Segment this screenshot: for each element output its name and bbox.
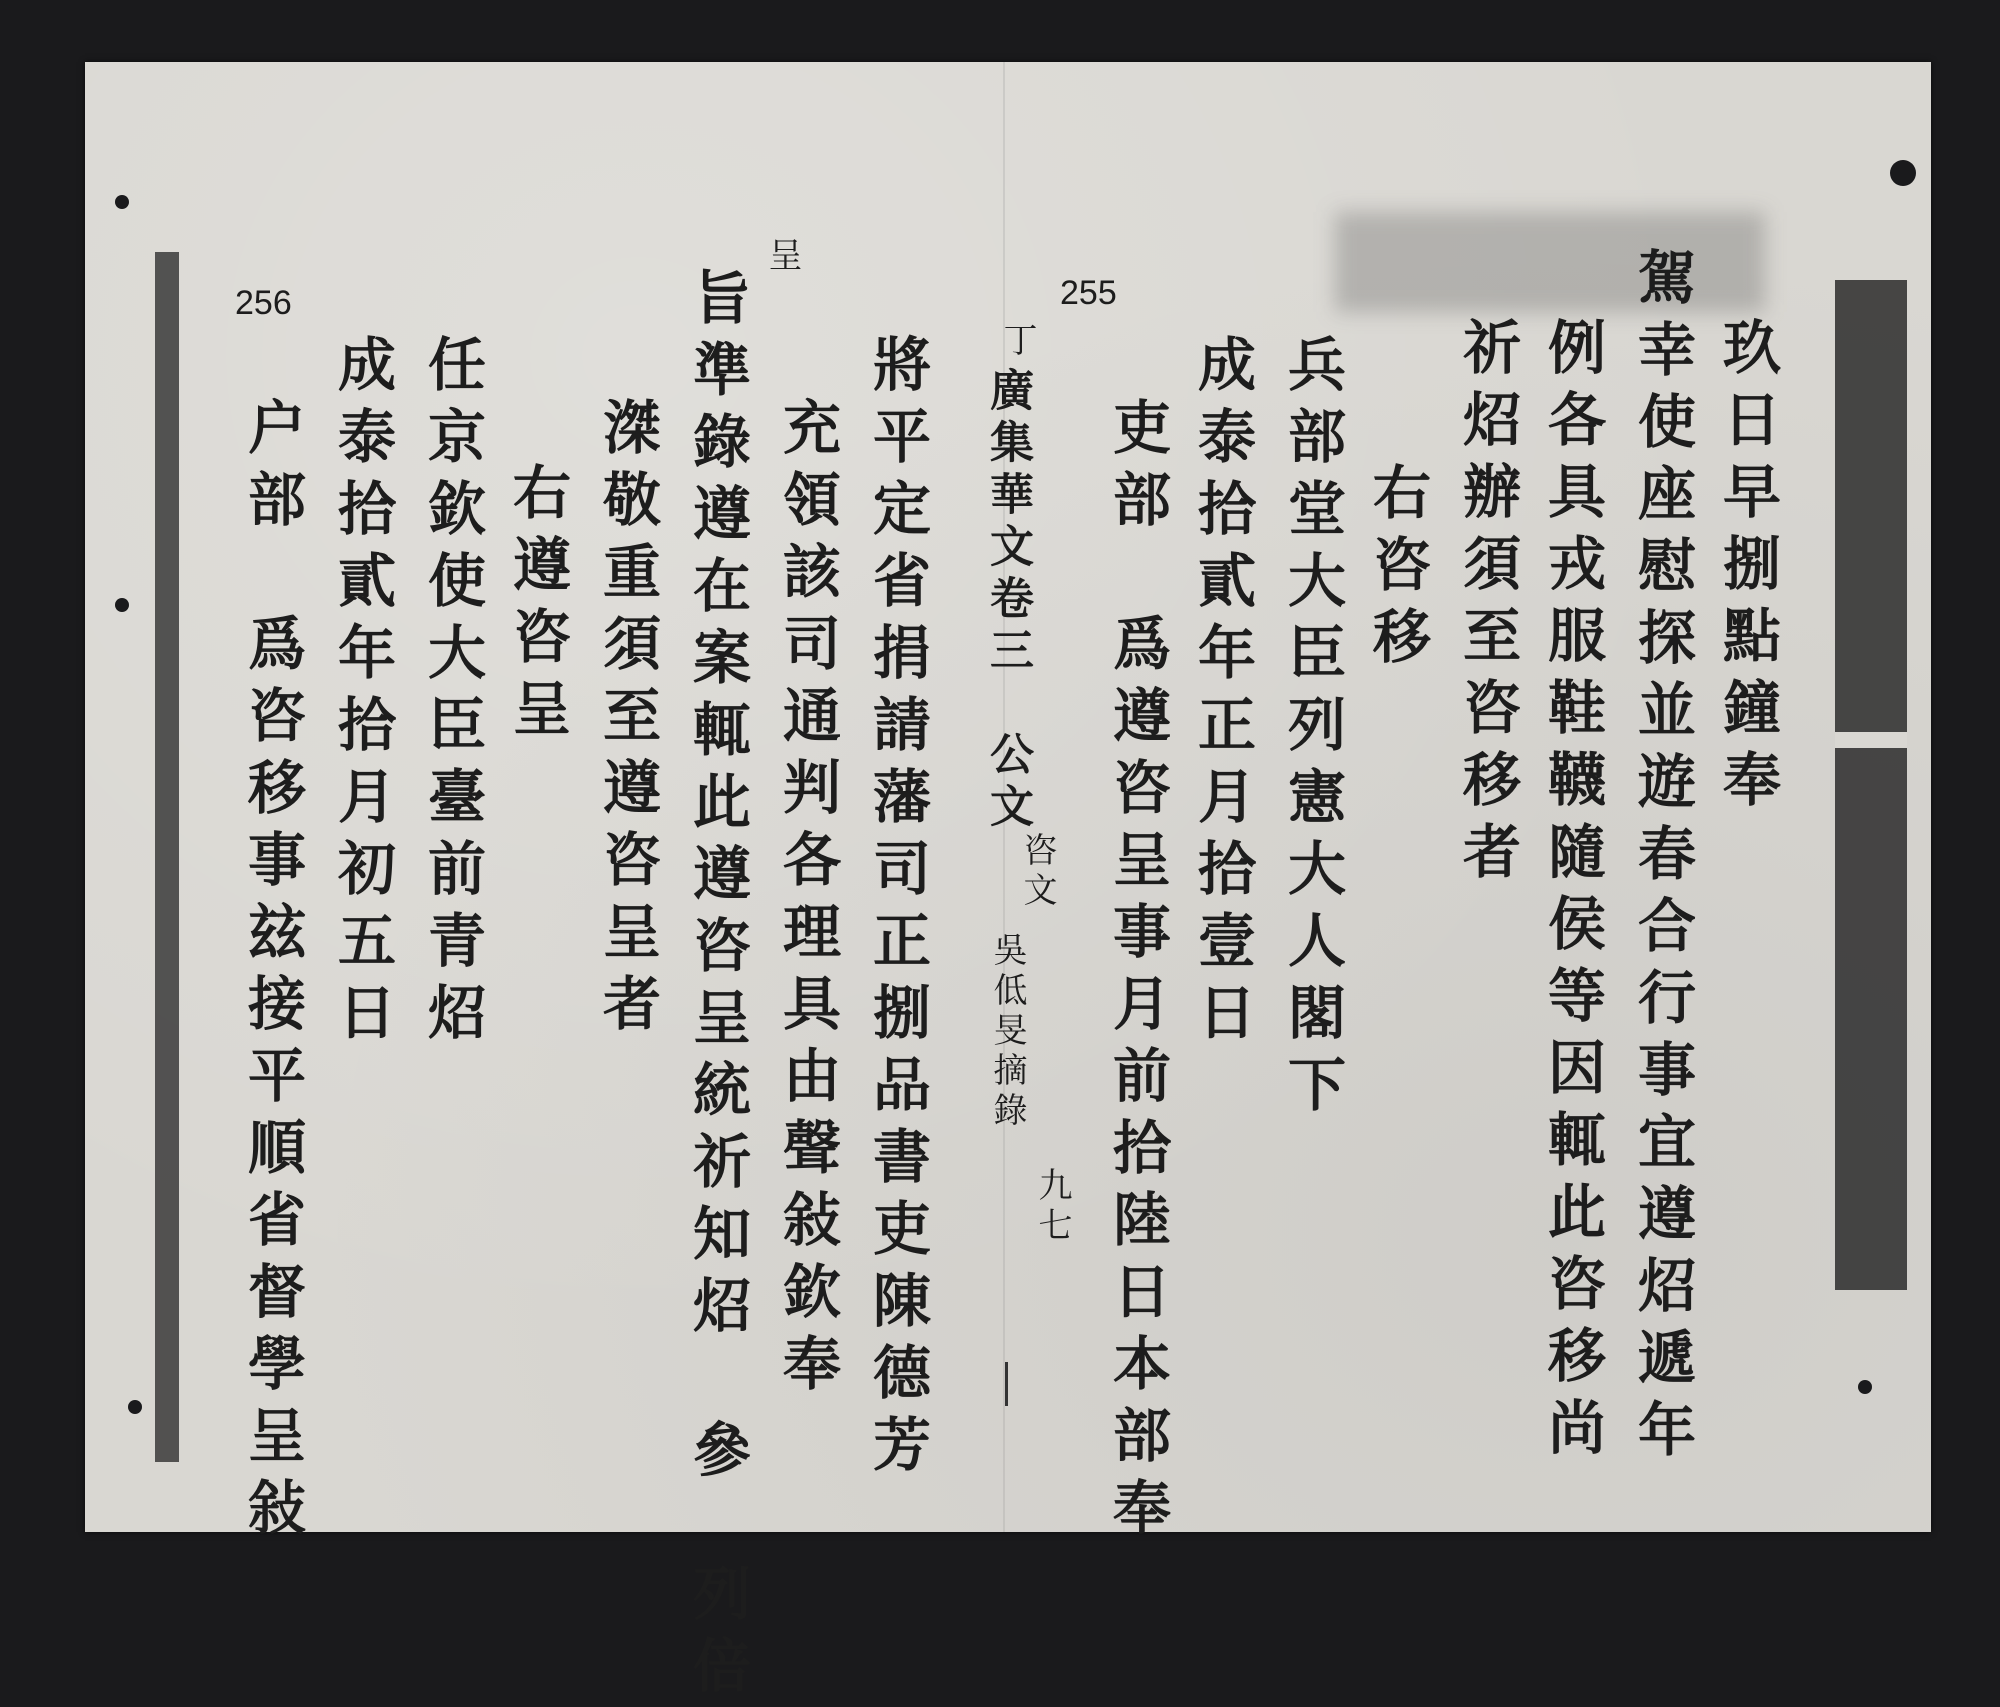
margin-author: 吳低旻摘錄: [987, 932, 1027, 1132]
left-border-rule: [155, 252, 179, 1462]
left-col-4: 滐敬重須至遵咨呈者: [593, 397, 661, 1045]
binding-hole: [115, 598, 129, 612]
right-col-7: 成泰拾貳年正月拾壹日: [1188, 334, 1256, 1054]
left-col-6: 任京欽使大臣臺前青炤: [418, 334, 486, 1054]
document-sheet: [85, 62, 1931, 1707]
binding-hole: [128, 1400, 142, 1414]
margin-subtitle: 咨文: [1017, 832, 1057, 912]
right-border-rule: [1835, 280, 1907, 1290]
right-col-8: 吏部 爲遵咨呈事月前拾陸日本部奉: [1103, 397, 1171, 1549]
page-number-left: 256: [235, 284, 292, 322]
margin-title: 廣集華文卷三 公文: [982, 367, 1033, 835]
left-col-3: 旨準錄遵在案輒此遵咨呈統祈知炤 參 列倍: [683, 267, 751, 1707]
border-gap: [1835, 732, 1907, 748]
right-col-6: 兵部堂大臣列憲大人閣下: [1278, 334, 1346, 1126]
page-number-right: 255: [1060, 274, 1117, 312]
right-col-5: 右咨移: [1363, 462, 1431, 678]
margin-marker: 丁: [997, 322, 1037, 362]
left-col-2: 充領該司通判各理具由聲敍欽奉: [773, 397, 841, 1405]
right-col-4: 祈炤辦須至咨移者: [1453, 317, 1521, 893]
right-col-1: 玖日早捌點鐘奉: [1713, 317, 1781, 821]
right-col-3: 例各具戎服鞋韈隨侯等因輒此咨移尚: [1538, 317, 1606, 1469]
left-col-1: 將平定省捐請藩司正捌品書吏陳德芳: [863, 334, 931, 1486]
binding-hole: [115, 195, 129, 209]
binding-hole: [1858, 1380, 1872, 1394]
right-col-2: 駕幸使座慰探並遊春合行事宜遵炤遞年: [1628, 247, 1696, 1471]
margin-page: 九七: [1032, 1167, 1072, 1247]
honorific-mark: 呈: [762, 237, 802, 277]
binding-hole: [1890, 160, 1916, 186]
left-col-7: 成泰拾貳年拾月初五日: [328, 334, 396, 1054]
ink-smudge: [1335, 212, 1765, 312]
left-col-8: 户部 爲咨移事玆接平順省督學呈敍: [238, 397, 306, 1549]
margin-tick: [1005, 1362, 1008, 1406]
left-col-5: 右遵咨呈: [503, 462, 571, 750]
